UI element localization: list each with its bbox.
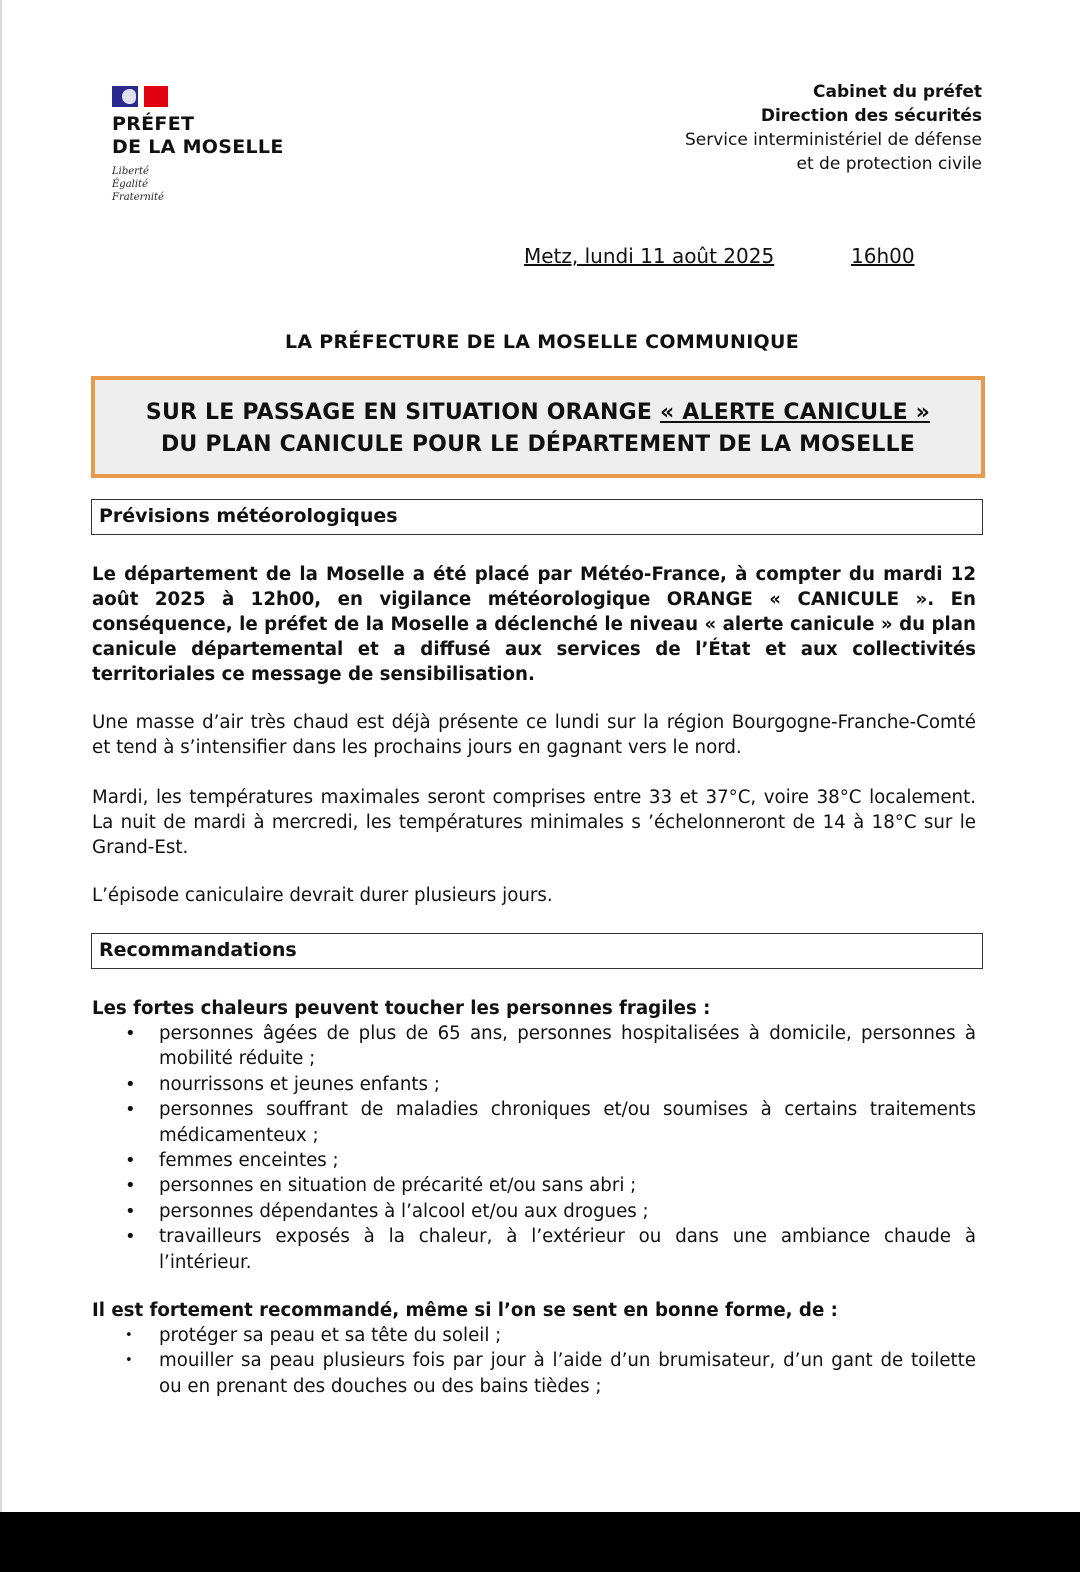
section-previsions: Prévisions météorologiques bbox=[91, 499, 983, 535]
header-cabinet: Cabinet du préfet bbox=[813, 82, 982, 102]
previsions-paragraph-4: L’épisode caniculaire devrait durer plusieurs jours. bbox=[92, 885, 553, 906]
list-item: • personnes âgées de plus de 65 ans, personnes hospitalisées à domicile, personnes à mobilité réduite ; bbox=[92, 1021, 976, 1072]
issuing-service bbox=[685, 80, 982, 176]
list-item: • personnes souffrant de maladies chroniques et/ou soumises à certains traitements médicamenteux ; bbox=[92, 1097, 976, 1148]
section-recommandations: Recommandations bbox=[91, 933, 983, 969]
list-item: • mouiller sa peau plusieurs fois par jour à l’aide d’un brumisateur, d’un gant de toilette ou en prenant des douches ou des bains tièdes ; bbox=[92, 1348, 976, 1399]
issue-time: 16h00 bbox=[851, 244, 915, 268]
list-item: • travailleurs exposés à la chaleur, à l’extérieur ou dans une ambiance chaude à l’intérieur. bbox=[92, 1224, 976, 1275]
fragiles-title: Les fortes chaleurs peuvent toucher les personnes fragiles : bbox=[92, 998, 711, 1019]
logo-line-1: PRÉFET bbox=[112, 113, 195, 135]
list-item: • personnes dépendantes à l’alcool et/ou aux drogues ; bbox=[92, 1199, 976, 1224]
banner-line-2: DU PLAN CANICULE POUR LE DÉPARTEMENT DE LA MOSELLE bbox=[160, 432, 916, 457]
devise-fraternite: Fraternité bbox=[112, 192, 164, 203]
conseils-list bbox=[92, 1323, 976, 1399]
devise-liberte: Liberté bbox=[112, 166, 149, 177]
prefet-logo bbox=[112, 86, 284, 204]
communique-heading: LA PRÉFECTURE DE LA MOSELLE COMMUNIQUE bbox=[284, 331, 800, 353]
banner-line-1-text: SUR LE PASSAGE EN SITUATION ORANGE bbox=[145, 400, 660, 425]
previsions-paragraph-1: Le département de la Moselle a été placé par Météo-France, à compter du mardi 12 août 2025 à 12h00, en vigilance météorologique ORANGE « CANICULE ». En conséquence, le préfet de la Moselle a déclenché le niveau « alerte canicule » du plan canicule départemental et a diffusé aux services de l’État et aux collectivités territoriales ce message de sensibilisation. bbox=[92, 564, 976, 685]
banner-alert-label: « ALERTE CANICULE » bbox=[659, 400, 931, 425]
list-item: • femmes enceintes ; bbox=[92, 1148, 976, 1173]
alert-banner bbox=[91, 376, 985, 478]
previsions-paragraph-2: Une masse d’air très chaud est déjà présente ce lundi sur la région Bourgogne-Franche-Comté et tend à s’intensifier dans les prochains jours en gagnant vers le nord. bbox=[92, 712, 976, 758]
marianne-flag-icon bbox=[112, 86, 168, 107]
list-item: • nourrissons et jeunes enfants ; bbox=[92, 1072, 976, 1097]
banner-line-1 bbox=[95, 397, 981, 429]
header-service: Service interministériel de défense bbox=[684, 130, 982, 150]
devise-egalite: Égalité bbox=[112, 179, 148, 190]
header-service-2: et de protection civile bbox=[796, 154, 982, 174]
list-item: • protéger sa peau et sa tête du soleil ; bbox=[92, 1323, 976, 1348]
place-date: Metz, lundi 11 août 2025 bbox=[524, 244, 775, 268]
conseils-title: Il est fortement recommandé, même si l’on se sent en bonne forme, de : bbox=[92, 1300, 838, 1321]
list-item: • personnes en situation de précarité et/ou sans abri ; bbox=[92, 1173, 976, 1198]
logo-line-2: DE LA MOSELLE bbox=[112, 136, 284, 158]
fragiles-list bbox=[92, 1021, 976, 1275]
header-direction: Direction des sécurités bbox=[760, 106, 982, 126]
previsions-paragraph-3: Mardi, les températures maximales seront comprises entre 33 et 37°C, voire 38°C localement. La nuit de mardi à mercredi, les températures minimales s ’échelonneront de 14 à 18°C sur le Grand-Est. bbox=[92, 787, 976, 858]
